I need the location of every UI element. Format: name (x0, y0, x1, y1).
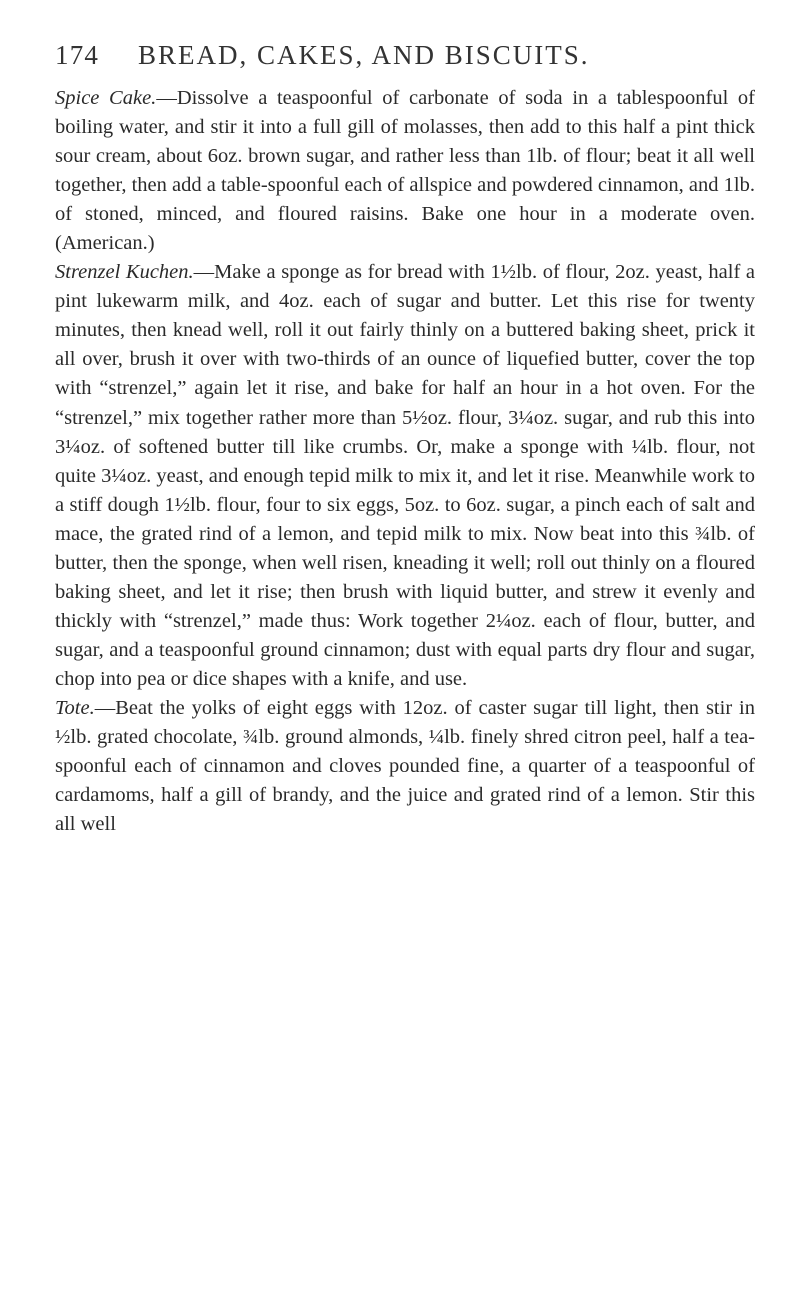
recipe-text-block (55, 84, 755, 839)
recipe-name: Strenzel Kuchen. (55, 261, 194, 284)
recipe-name: Tote. (55, 696, 95, 719)
book-page (55, 40, 755, 839)
recipe-spice-cake (55, 84, 755, 258)
recipe-body: —Dissolve a teaspoonful of carbonate of soda in a tablespoonful of boiling water, and stir it into a full gill of molasses, then add to this half a pint thick sour cream, about 6oz. brown sugar, and rather less than 1lb. of flour; beat it all well together, then add a table-spoonful each of allspice and powdered cinnamon, and 1lb. of stoned, minced, and floured raisins. Bake one hour in a moderate oven. (American.) (55, 87, 756, 255)
running-head (55, 40, 755, 84)
recipe-body: —Make a sponge as for bread with 1½lb. of flour, 2oz. yeast, half a pint lukewarm milk, and 4oz. each of sugar and butter. Let this rise for twenty minutes, then knead well, roll it out fairly thinly on a buttered baking sheet, prick it all over, brush it over with two-thirds of an ounce of liquefied butter, cover the top with “strenzel,” again let it rise, and bake for half an hour in a hot oven. For the “strenzel,” mix together rather more than 5½oz. flour, 3¼oz. sugar, and rub this into 3¼oz. of softened butter till like crumbs. Or, make a sponge with ¼lb. flour, not quite 3¼oz. yeast, and enough tepid milk to mix it, and let it rise. Meanwhile work to a stiff dough 1½lb. flour, four to six eggs, 5oz. to 6oz. sugar, a pinch each of salt and mace, the grated rind of a lemon, and tepid milk to mix. Now beat into this ¾lb. of butter, then the sponge, when well risen, kneading it well; roll out thinly on a floured baking sheet, and let it rise; then brush with liquid butter, and strew it evenly and thickly with “strenzel,” made thus: Work together 2¼oz. each of flour, butter, and sugar, and a teaspoonful ground cinnamon; dust with equal parts dry flour and sugar, chop into pea or dice shapes with a knife, and use. (55, 261, 756, 690)
recipe-body: —Beat the yolks of eight eggs with 12oz. of caster sugar till light, then stir in ½lb. grated chocolate, ¾lb. ground almonds, ¼lb. finely shred citron peel, half a tea-spoonful each of cinnamon and cloves pounded fine, a quarter of a teaspoonful of cardamoms, half a gill of brandy, and the juice and grated rind of a lemon. Stir this all well (55, 696, 755, 836)
page-number: 174 (55, 40, 100, 70)
recipe-name: Spice Cake. (55, 87, 157, 109)
recipe-tote (55, 694, 755, 839)
running-title: BREAD, CAKES, AND BISCUITS. (138, 40, 590, 70)
recipe-strenzel-kuchen (55, 258, 755, 694)
